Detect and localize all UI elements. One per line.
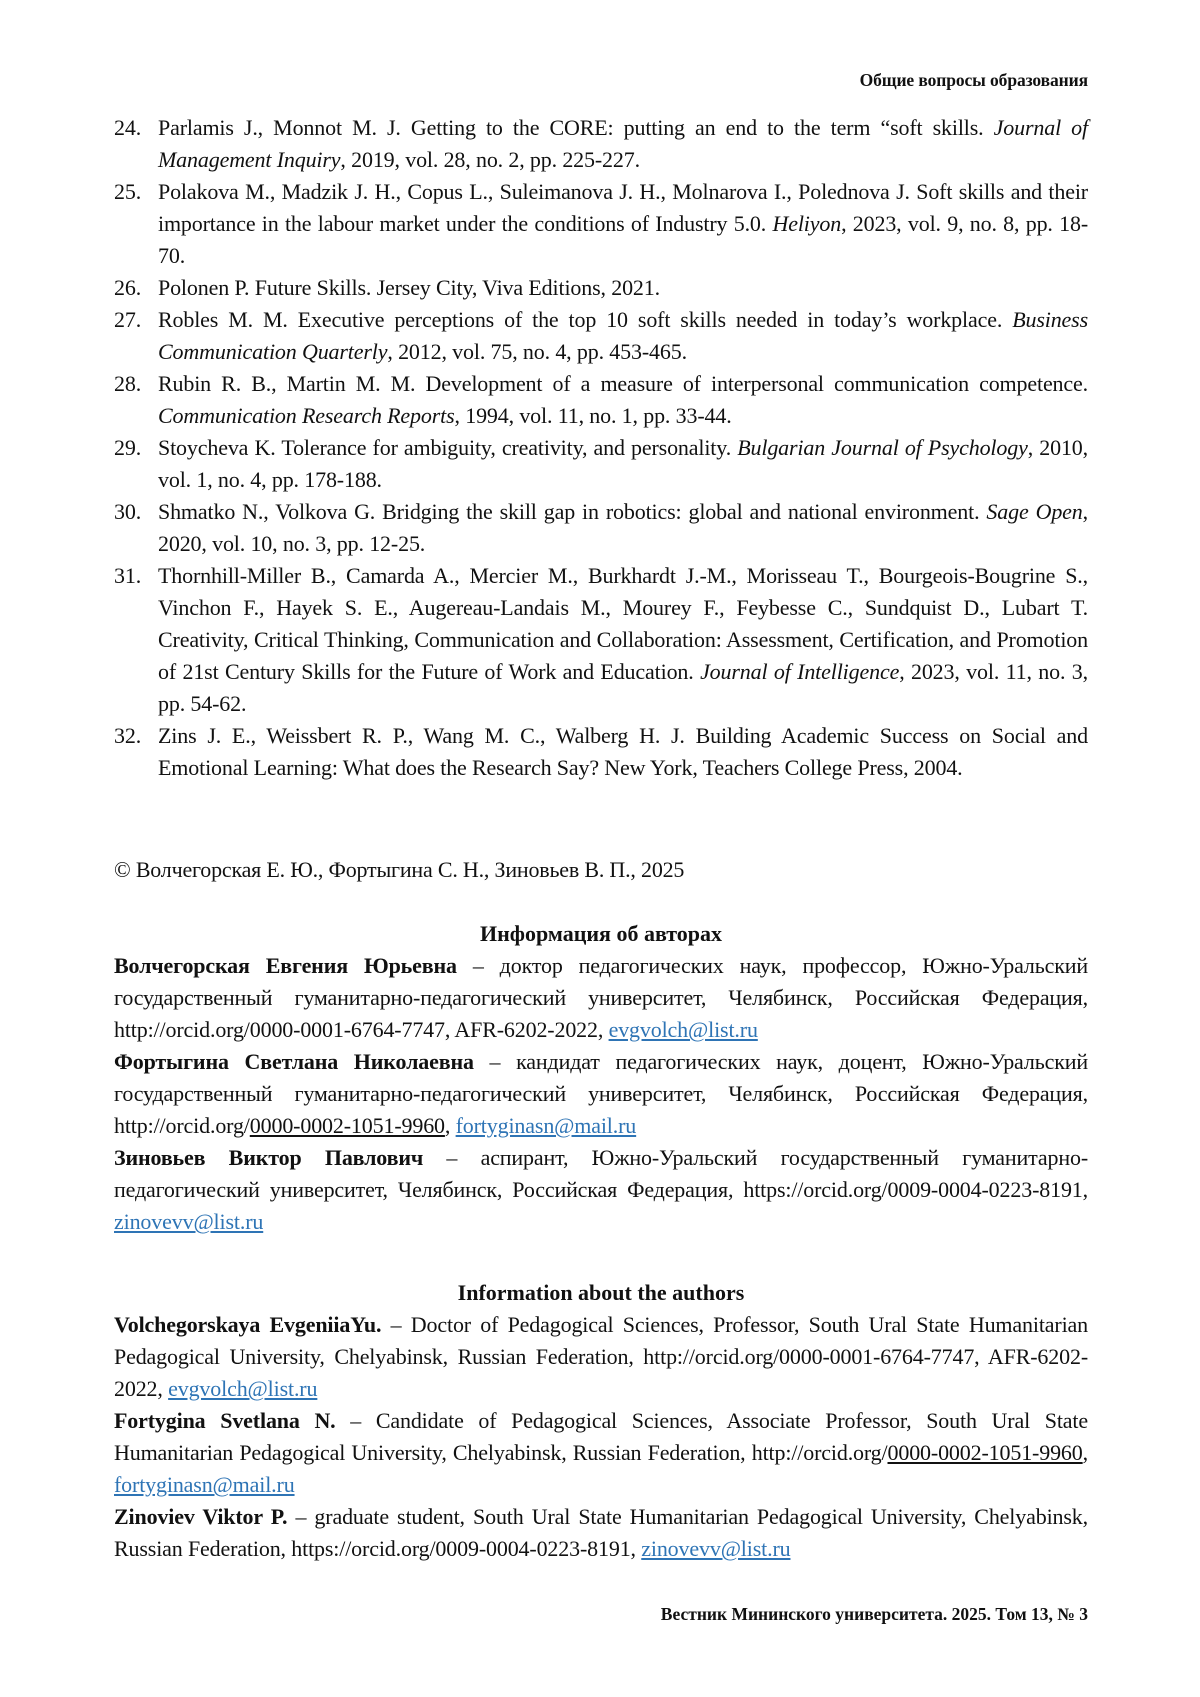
author-email-link[interactable]: fortyginasn@mail.ru (455, 1113, 637, 1138)
reference-item (114, 272, 1088, 304)
reference-item (114, 368, 1088, 432)
reference-text: Polonen P. Future Skills. Jersey City, Viva Editions, 2021. (158, 275, 660, 300)
author-email-link[interactable]: evgvolch@list.ru (168, 1376, 318, 1401)
reference-item (114, 176, 1088, 272)
copyright-notice: © Волчегорская Е. Ю., Фортыгина С. Н., Зиновьев В. П., 2025 (114, 857, 685, 882)
author-email-link[interactable]: fortyginasn@mail.ru (114, 1472, 295, 1497)
author-entry (114, 1046, 1088, 1142)
author-email-link[interactable]: evgvolch@list.ru (608, 1017, 758, 1042)
author-name: Zinoviev Viktor P. (114, 1504, 288, 1529)
reference-list (114, 112, 1088, 784)
reference-item (114, 432, 1088, 496)
reference-number: 30. (114, 499, 142, 524)
reference-text: Robles M. M. Executive perceptions of the top 10 soft skills needed in today’s workplace. (158, 307, 1013, 332)
reference-number: 26. (114, 275, 142, 300)
author-affiliation: – аспирант, Южно-Уральский государственный гуманитарно-педагогический университет, Челябинск, Российская Федерация, https://orcid.org/0009-0004-0223-8191, (114, 1145, 1088, 1202)
author-entry (114, 1142, 1088, 1238)
author-affiliation: – Doctor of Pedagogical Sciences, Professor, South Ural State Humanitarian Pedagogical University, Chelyabinsk, Russian Federation, http://orcid.org/0000-0001-6764-7747, AFR-6202-2022, (114, 1312, 1088, 1401)
reference-text: Zins J. E., Weissbert R. P., Wang M. C., Walberg H. J. Building Academic Success on Social and Emotional Learning: What does the Research Say? New York, Teachers College Press, 2004. (158, 723, 1088, 780)
running-head: Общие вопросы образования (859, 70, 1088, 90)
reference-details: , 2020, vol. 10, no. 3, pp. 12-25. (158, 499, 1088, 556)
reference-details: , 2019, vol. 28, no. 2, pp. 225-227. (340, 147, 640, 172)
reference-text: Rubin R. B., Martin M. M. Development of a measure of interpersonal communication competence. (158, 371, 1088, 396)
reference-details: , 2010, vol. 1, no. 4, pp. 178-188. (158, 435, 1088, 492)
author-entry (114, 1501, 1088, 1565)
separator: , (1082, 1440, 1088, 1465)
authors-en-title: Information about the authors (457, 1280, 745, 1305)
author-name: Зиновьев Виктор Павлович (114, 1145, 424, 1170)
reference-details: , 2012, vol. 75, no. 4, pp. 453-465. (387, 339, 687, 364)
reference-number: 29. (114, 435, 142, 460)
journal-footer: Вестник Мининского университета. 2025. Том 13, № 3 (660, 1604, 1088, 1624)
author-affiliation: – кандидат педагогических наук, доцент, Южно-Уральский государственный гуманитарно-педагогический университет, Челябинск, Российская Федерация, http://orcid.org/ (114, 1049, 1088, 1138)
reference-number: 28. (114, 371, 142, 396)
reference-journal: Journal of Management Inquiry (158, 115, 1088, 172)
author-email-link[interactable]: zinovevv@list.ru (641, 1536, 791, 1561)
orcid-link[interactable]: 0000-0002-1051-9960 (249, 1113, 445, 1138)
reference-journal: Business Communication Quarterly (158, 307, 1088, 364)
author-entry (114, 1309, 1088, 1405)
reference-item (114, 720, 1088, 784)
author-affiliation: – доктор педагогических наук, профессор, Южно-Уральский государственный гуманитарно-педагогический университет, Челябинск, Российская Федерация, http://orcid.org/0000-0001-6764-7747, AFR-6202-2022, (114, 953, 1088, 1042)
reference-journal: Communication Research Reports (158, 403, 455, 428)
reference-item (114, 560, 1088, 720)
reference-item (114, 304, 1088, 368)
authors-ru-list (114, 950, 1088, 1238)
authors-ru-title: Информация об авторах (479, 921, 723, 946)
author-affiliation: – Candidate of Pedagogical Sciences, Associate Professor, South Ural State Humanitarian Pedagogical University, Chelyabinsk, Russian Federation, http://orcid.org/ (114, 1408, 1088, 1465)
reference-journal: Journal of Intelligence (700, 659, 900, 684)
reference-number: 25. (114, 179, 142, 204)
author-name: Фортыгина Светлана Николаевна (114, 1049, 474, 1074)
reference-number: 27. (114, 307, 142, 332)
orcid-link[interactable]: 0000-0002-1051-9960 (887, 1440, 1083, 1465)
reference-text: Thornhill-Miller B., Camarda A., Mercier M., Burkhardt J.-M., Morisseau T., Bourgeois-Bougrine S., Vinchon F., Hayek S. E., Augereau-Landais M., Mourey F., Feybesse C., Sundquist D., Lubart T. Creativity, Critical Thinking, Communication and Collaboration: Assessment, Certification, and Promotion of 21st Century Skills for the Future of Work and Education. (158, 563, 1088, 684)
reference-text: Stoycheva K. Tolerance for ambiguity, creativity, and personality. (158, 435, 738, 460)
reference-journal: Heliyon (772, 211, 842, 236)
separator: , (444, 1113, 456, 1138)
reference-journal: Sage Open (986, 499, 1083, 524)
reference-journal: Bulgarian Journal of Psychology (737, 435, 1028, 460)
author-email-link[interactable]: zinovevv@list.ru (114, 1209, 264, 1234)
reference-number: 24. (114, 115, 142, 140)
author-affiliation: – graduate student, South Ural State Humanitarian Pedagogical University, Chelyabinsk, Russian Federation, https://orcid.org/0009-0004-0223-8191, (114, 1504, 1088, 1561)
reference-number: 32. (114, 723, 142, 748)
reference-text: Parlamis J., Monnot M. J. Getting to the CORE: putting an end to the term “soft skills. (158, 115, 994, 140)
reference-item (114, 496, 1088, 560)
reference-text: Polakova M., Madzik J. H., Copus L., Suleimanova J. H., Molnarova I., Polednova J. Soft skills and their importance in the labour market under the conditions of Industry 5.0. (158, 179, 1088, 236)
reference-item (114, 112, 1088, 176)
reference-details: , 2023, vol. 11, no. 3, pp. 54-62. (158, 659, 1088, 716)
reference-text: Shmatko N., Volkova G. Bridging the skill gap in robotics: global and national environment. (158, 499, 987, 524)
author-name: Fortygina Svetlana N. (114, 1408, 336, 1433)
author-name: Volchegorskaya EvgeniiaYu. (114, 1312, 382, 1337)
author-name: Волчегорская Евгения Юрьевна (114, 953, 457, 978)
author-entry (114, 950, 1088, 1046)
reference-details: , 1994, vol. 11, no. 1, pp. 33-44. (454, 403, 732, 428)
author-entry (114, 1405, 1088, 1501)
reference-details: , 2023, vol. 9, no. 8, pp. 18-70. (158, 211, 1088, 268)
reference-number: 31. (114, 563, 142, 588)
authors-en-list (114, 1309, 1088, 1565)
